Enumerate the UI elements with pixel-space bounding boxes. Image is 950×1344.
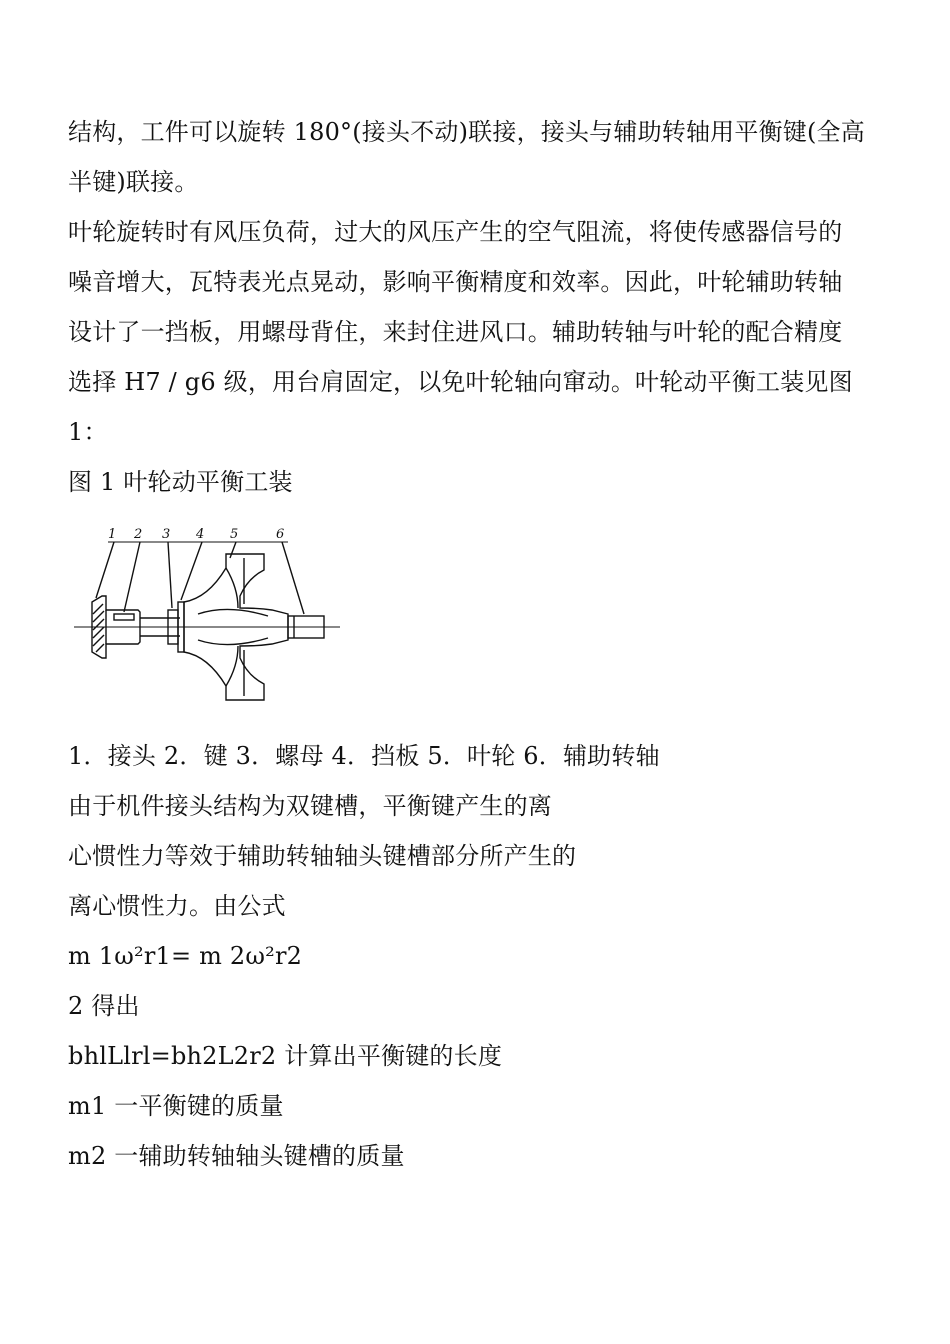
impeller-fixture-drawing (68, 518, 348, 710)
definition-m1: m1 一平衡键的质量 (68, 1092, 284, 1120)
paragraph-2-line-3: 设计了一挡板，用螺母背住，来封住进风口。辅助转轴与叶轮的配合精度 (68, 318, 843, 346)
paragraph-2-line-5: 1： (68, 418, 108, 446)
figure-label-2: 2 (134, 527, 143, 542)
impeller-fixture-svg (68, 518, 348, 710)
paragraph-1-line-2: 半键)联接。 (68, 168, 199, 196)
formula-note: 2 得出 (68, 992, 140, 1020)
definition-m2: m2 一辅助转轴轴头键槽的质量 (68, 1142, 405, 1170)
paragraph-2-line-1: 叶轮旋转时有风压负荷，过大的风压产生的空气阻流，将使传感器信号的 (68, 218, 843, 246)
figure-label-4: 4 (196, 527, 205, 542)
key (114, 614, 134, 620)
formula-1: m 1ω²r1= m 2ω²r2 (68, 942, 303, 970)
figure-label-6: 6 (276, 527, 285, 542)
figure-label-3: 3 (162, 527, 171, 542)
figure-label-5: 5 (230, 527, 239, 542)
paragraph-2-line-4: 选择 H7 / g6 级，用台肩固定，以免叶轮轴向窜动。叶轮动平衡工装见图 (68, 368, 853, 396)
paragraph-2-line-2: 噪音增大，瓦特表光点晃动，影响平衡精度和效率。因此，叶轮辅助转轴 (68, 268, 843, 296)
paragraph-3-line-1: 由于机件接头结构为双键槽，平衡键产生的离 (68, 792, 552, 820)
paragraph-3-line-3: 离心惯性力。由公式 (68, 892, 286, 920)
figure-legend: 1．接头 2．键 3．螺母 4．挡板 5．叶轮 6．辅助转轴 (68, 742, 660, 770)
figure-caption: 图 1 叶轮动平衡工装 (68, 468, 293, 496)
formula-2: bhlLlrl=bh2L2r2 计算出平衡键的长度 (68, 1042, 503, 1070)
paragraph-1-line-1: 结构，工件可以旋转 180°(接头不动)联接，接头与辅助转轴用平衡键(全高 (68, 118, 865, 146)
figure-label-1: 1 (108, 527, 117, 542)
paragraph-3-line-2: 心惯性力等效于辅助转轴轴头键槽部分所产生的 (68, 842, 577, 870)
